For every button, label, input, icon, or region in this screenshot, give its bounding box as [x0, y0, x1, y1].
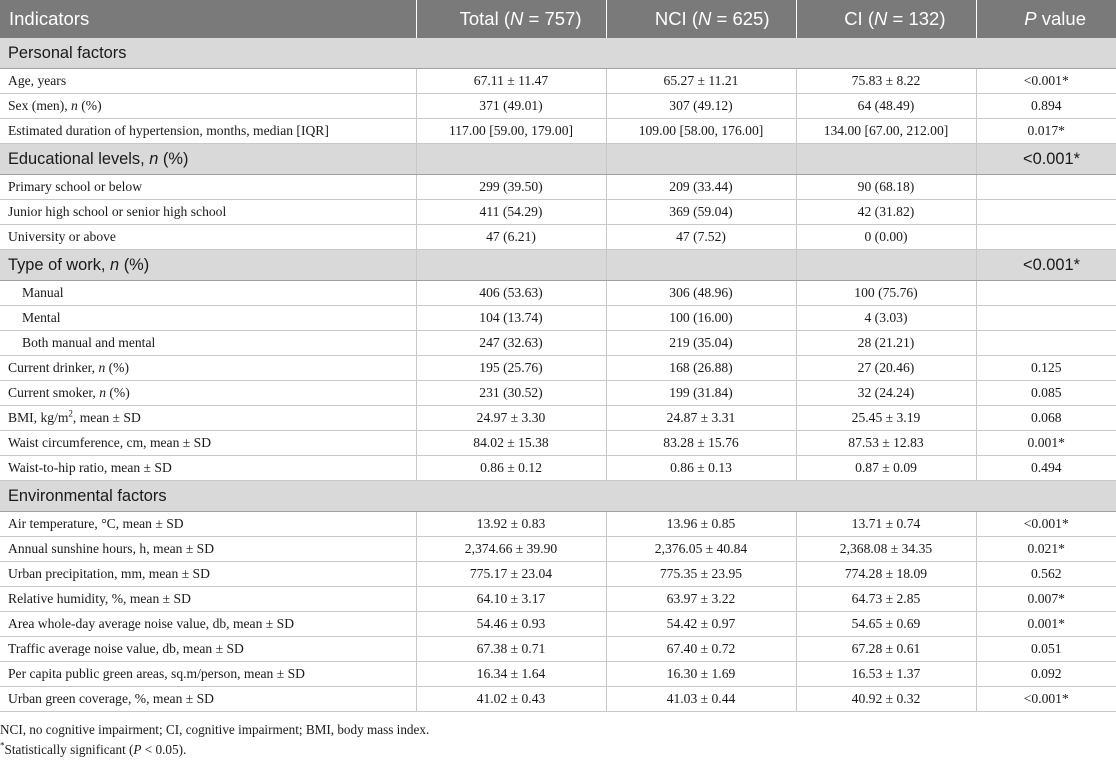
table-row: [0, 69, 1116, 94]
section-label: Educational levels, n (%): [0, 144, 416, 175]
row-label: BMI, $kg/m^2$, mean ± SD: [0, 406, 416, 431]
cell-ci: 75.83 ± 8.22: [796, 69, 976, 94]
row-label: Relative humidity, %, mean ± SD: [0, 587, 416, 612]
cell-ci: 42 (31.82): [796, 200, 976, 225]
cell-total: 24.97 ± 3.30: [416, 406, 606, 431]
cell-total: 371 (49.01): [416, 94, 606, 119]
row-label: Per capita public green areas, sq.m/person, mean ± SD: [0, 662, 416, 687]
cell-p: 0.051: [976, 637, 1116, 662]
cell-total: 16.34 ± 1.64: [416, 662, 606, 687]
section-personal-factors: [0, 38, 1116, 69]
table-row: [0, 456, 1116, 481]
cell-ci: 27 (20.46): [796, 356, 976, 381]
cell-ci: 0.87 ± 0.09: [796, 456, 976, 481]
cell-total: 13.92 ± 0.83: [416, 512, 606, 537]
header-p-value: P value: [976, 0, 1116, 38]
cell-total: 195 (25.76): [416, 356, 606, 381]
cell-p: 0.894: [976, 94, 1116, 119]
cell-nci: 209 (33.44): [606, 175, 796, 200]
cell-ci: 64 (48.49): [796, 94, 976, 119]
cell-p: [976, 331, 1116, 356]
cell-ci: 64.73 ± 2.85: [796, 587, 976, 612]
cell-ci: 67.28 ± 0.61: [796, 637, 976, 662]
cell-nci: 67.40 ± 0.72: [606, 637, 796, 662]
cell-total: 64.10 ± 3.17: [416, 587, 606, 612]
cell-p: 0.001*: [976, 612, 1116, 637]
cell-ci: 28 (21.21): [796, 331, 976, 356]
table-row: [0, 306, 1116, 331]
cell-p: [976, 306, 1116, 331]
cell-p: 0.092: [976, 662, 1116, 687]
cell-ci: 40.92 ± 0.32: [796, 687, 976, 712]
cell-p: 0.085: [976, 381, 1116, 406]
section-empty-cell: [416, 144, 606, 175]
row-label: Manual: [0, 281, 416, 306]
section-empty-cell: [416, 250, 606, 281]
row-label: Waist-to-hip ratio, mean ± SD: [0, 456, 416, 481]
row-label: University or above: [0, 225, 416, 250]
header-total: Total (N = 757): [416, 0, 606, 38]
row-label: Traffic average noise value, db, mean ± SD: [0, 637, 416, 662]
row-label: Current drinker, n (%): [0, 356, 416, 381]
table-row: [0, 281, 1116, 306]
cell-nci: 13.96 ± 0.85: [606, 512, 796, 537]
row-label: Sex (men), n (%): [0, 94, 416, 119]
section-p-value: <0.001*: [976, 250, 1116, 281]
table-header-row: [0, 0, 1116, 38]
section-p-value: <0.001*: [976, 144, 1116, 175]
section-environmental-factors: [0, 481, 1116, 512]
section-empty-cell: [796, 144, 976, 175]
table-row: [0, 406, 1116, 431]
cell-p: [976, 281, 1116, 306]
footnote-significance: *Statistically significant (P < 0.05).: [0, 740, 187, 757]
cell-p: <0.001*: [976, 69, 1116, 94]
cell-ci: 0 (0.00): [796, 225, 976, 250]
cell-total: 775.17 ± 23.04: [416, 562, 606, 587]
cell-ci: 90 (68.18): [796, 175, 976, 200]
row-label: Area whole-day average noise value, db, mean ± SD: [0, 612, 416, 637]
row-label: Annual sunshine hours, h, mean ± SD: [0, 537, 416, 562]
cell-total: 54.46 ± 0.93: [416, 612, 606, 637]
table-row: [0, 512, 1116, 537]
table-row: [0, 331, 1116, 356]
table-row: [0, 587, 1116, 612]
cell-ci: 4 (3.03): [796, 306, 976, 331]
cell-nci: 2,376.05 ± 40.84: [606, 537, 796, 562]
cell-total: 41.02 ± 0.43: [416, 687, 606, 712]
row-label: Mental: [0, 306, 416, 331]
cell-nci: 83.28 ± 15.76: [606, 431, 796, 456]
section-type-of-work: [0, 250, 1116, 281]
cell-ci: 13.71 ± 0.74: [796, 512, 976, 537]
section-label: Type of work, n (%): [0, 250, 416, 281]
cell-p: <0.001*: [976, 512, 1116, 537]
section-empty-cell: [796, 250, 976, 281]
table-row: [0, 537, 1116, 562]
cell-total: 247 (32.63): [416, 331, 606, 356]
table-row: [0, 431, 1116, 456]
cell-ci: 774.28 ± 18.09: [796, 562, 976, 587]
row-label: Primary school or below: [0, 175, 416, 200]
row-label: Both manual and mental: [0, 331, 416, 356]
cell-total: 299 (39.50): [416, 175, 606, 200]
header-indicators: Indicators: [0, 0, 416, 38]
cell-nci: 16.30 ± 1.69: [606, 662, 796, 687]
footnote-abbreviations: NCI, no cognitive impairment; CI, cognitive impairment; BMI, body mass index.: [0, 722, 430, 737]
cell-ci: 32 (24.24): [796, 381, 976, 406]
cell-p: 0.125: [976, 356, 1116, 381]
cell-p: 0.021*: [976, 537, 1116, 562]
table-row: [0, 356, 1116, 381]
section-empty-cell: [606, 250, 796, 281]
cell-ci: 25.45 ± 3.19: [796, 406, 976, 431]
cell-total: 2,374.66 ± 39.90: [416, 537, 606, 562]
cell-total: 67.38 ± 0.71: [416, 637, 606, 662]
row-label: Air temperature, °C, mean ± SD: [0, 512, 416, 537]
cell-p: <0.001*: [976, 687, 1116, 712]
table-row: [0, 94, 1116, 119]
table-row: [0, 225, 1116, 250]
cell-nci: 0.86 ± 0.13: [606, 456, 796, 481]
cell-nci: 109.00 [58.00, 176.00]: [606, 119, 796, 144]
cell-nci: 306 (48.96): [606, 281, 796, 306]
cell-total: 231 (30.52): [416, 381, 606, 406]
table-row: [0, 381, 1116, 406]
cell-total: 104 (13.74): [416, 306, 606, 331]
cell-nci: 47 (7.52): [606, 225, 796, 250]
cell-nci: 219 (35.04): [606, 331, 796, 356]
header-nci: NCI (N = 625): [606, 0, 796, 38]
table-row: [0, 119, 1116, 144]
cell-total: 84.02 ± 15.38: [416, 431, 606, 456]
row-label: Age, years: [0, 69, 416, 94]
table-row: [0, 200, 1116, 225]
section-empty-cell: [606, 144, 796, 175]
cell-p: 0.001*: [976, 431, 1116, 456]
row-label: Current smoker, n (%): [0, 381, 416, 406]
cell-total: 0.86 ± 0.12: [416, 456, 606, 481]
cell-total: 47 (6.21): [416, 225, 606, 250]
table-row: [0, 612, 1116, 637]
table-row: [0, 662, 1116, 687]
cell-nci: 24.87 ± 3.31: [606, 406, 796, 431]
cell-ci: 54.65 ± 0.69: [796, 612, 976, 637]
table-row: [0, 637, 1116, 662]
row-label: Waist circumference, cm, mean ± SD: [0, 431, 416, 456]
cell-ci: 100 (75.76): [796, 281, 976, 306]
cell-total: 117.00 [59.00, 179.00]: [416, 119, 606, 144]
header-ci: CI (N = 132): [796, 0, 976, 38]
cell-p: [976, 225, 1116, 250]
cell-ci: 134.00 [67.00, 212.00]: [796, 119, 976, 144]
row-label: Urban precipitation, mm, mean ± SD: [0, 562, 416, 587]
table-footnotes: [0, 720, 429, 760]
cell-nci: 63.97 ± 3.22: [606, 587, 796, 612]
cell-nci: 307 (49.12): [606, 94, 796, 119]
cell-nci: 41.03 ± 0.44: [606, 687, 796, 712]
row-label: Urban green coverage, %, mean ± SD: [0, 687, 416, 712]
cell-p: [976, 175, 1116, 200]
cell-total: 67.11 ± 11.47: [416, 69, 606, 94]
table-row: [0, 562, 1116, 587]
cell-nci: 100 (16.00): [606, 306, 796, 331]
cell-total: 406 (53.63): [416, 281, 606, 306]
cell-nci: 65.27 ± 11.21: [606, 69, 796, 94]
section-educational-levels: [0, 144, 1116, 175]
row-label: Junior high school or senior high school: [0, 200, 416, 225]
cell-p: [976, 200, 1116, 225]
cell-nci: 775.35 ± 23.95: [606, 562, 796, 587]
cell-nci: 54.42 ± 0.97: [606, 612, 796, 637]
table-row: [0, 175, 1116, 200]
cell-nci: 199 (31.84): [606, 381, 796, 406]
cell-ci: 2,368.08 ± 34.35: [796, 537, 976, 562]
section-label: Personal factors: [0, 38, 1116, 69]
cell-ci: 16.53 ± 1.37: [796, 662, 976, 687]
table-row: [0, 687, 1116, 712]
cell-p: 0.068: [976, 406, 1116, 431]
cell-p: 0.007*: [976, 587, 1116, 612]
section-label: Environmental factors: [0, 481, 1116, 512]
cell-ci: 87.53 ± 12.83: [796, 431, 976, 456]
cell-p: 0.017*: [976, 119, 1116, 144]
row-label: Estimated duration of hypertension, months, median [IQR]: [0, 119, 416, 144]
cell-nci: 168 (26.88): [606, 356, 796, 381]
cell-total: 411 (54.29): [416, 200, 606, 225]
cell-p: 0.562: [976, 562, 1116, 587]
cell-nci: 369 (59.04): [606, 200, 796, 225]
cell-p: 0.494: [976, 456, 1116, 481]
